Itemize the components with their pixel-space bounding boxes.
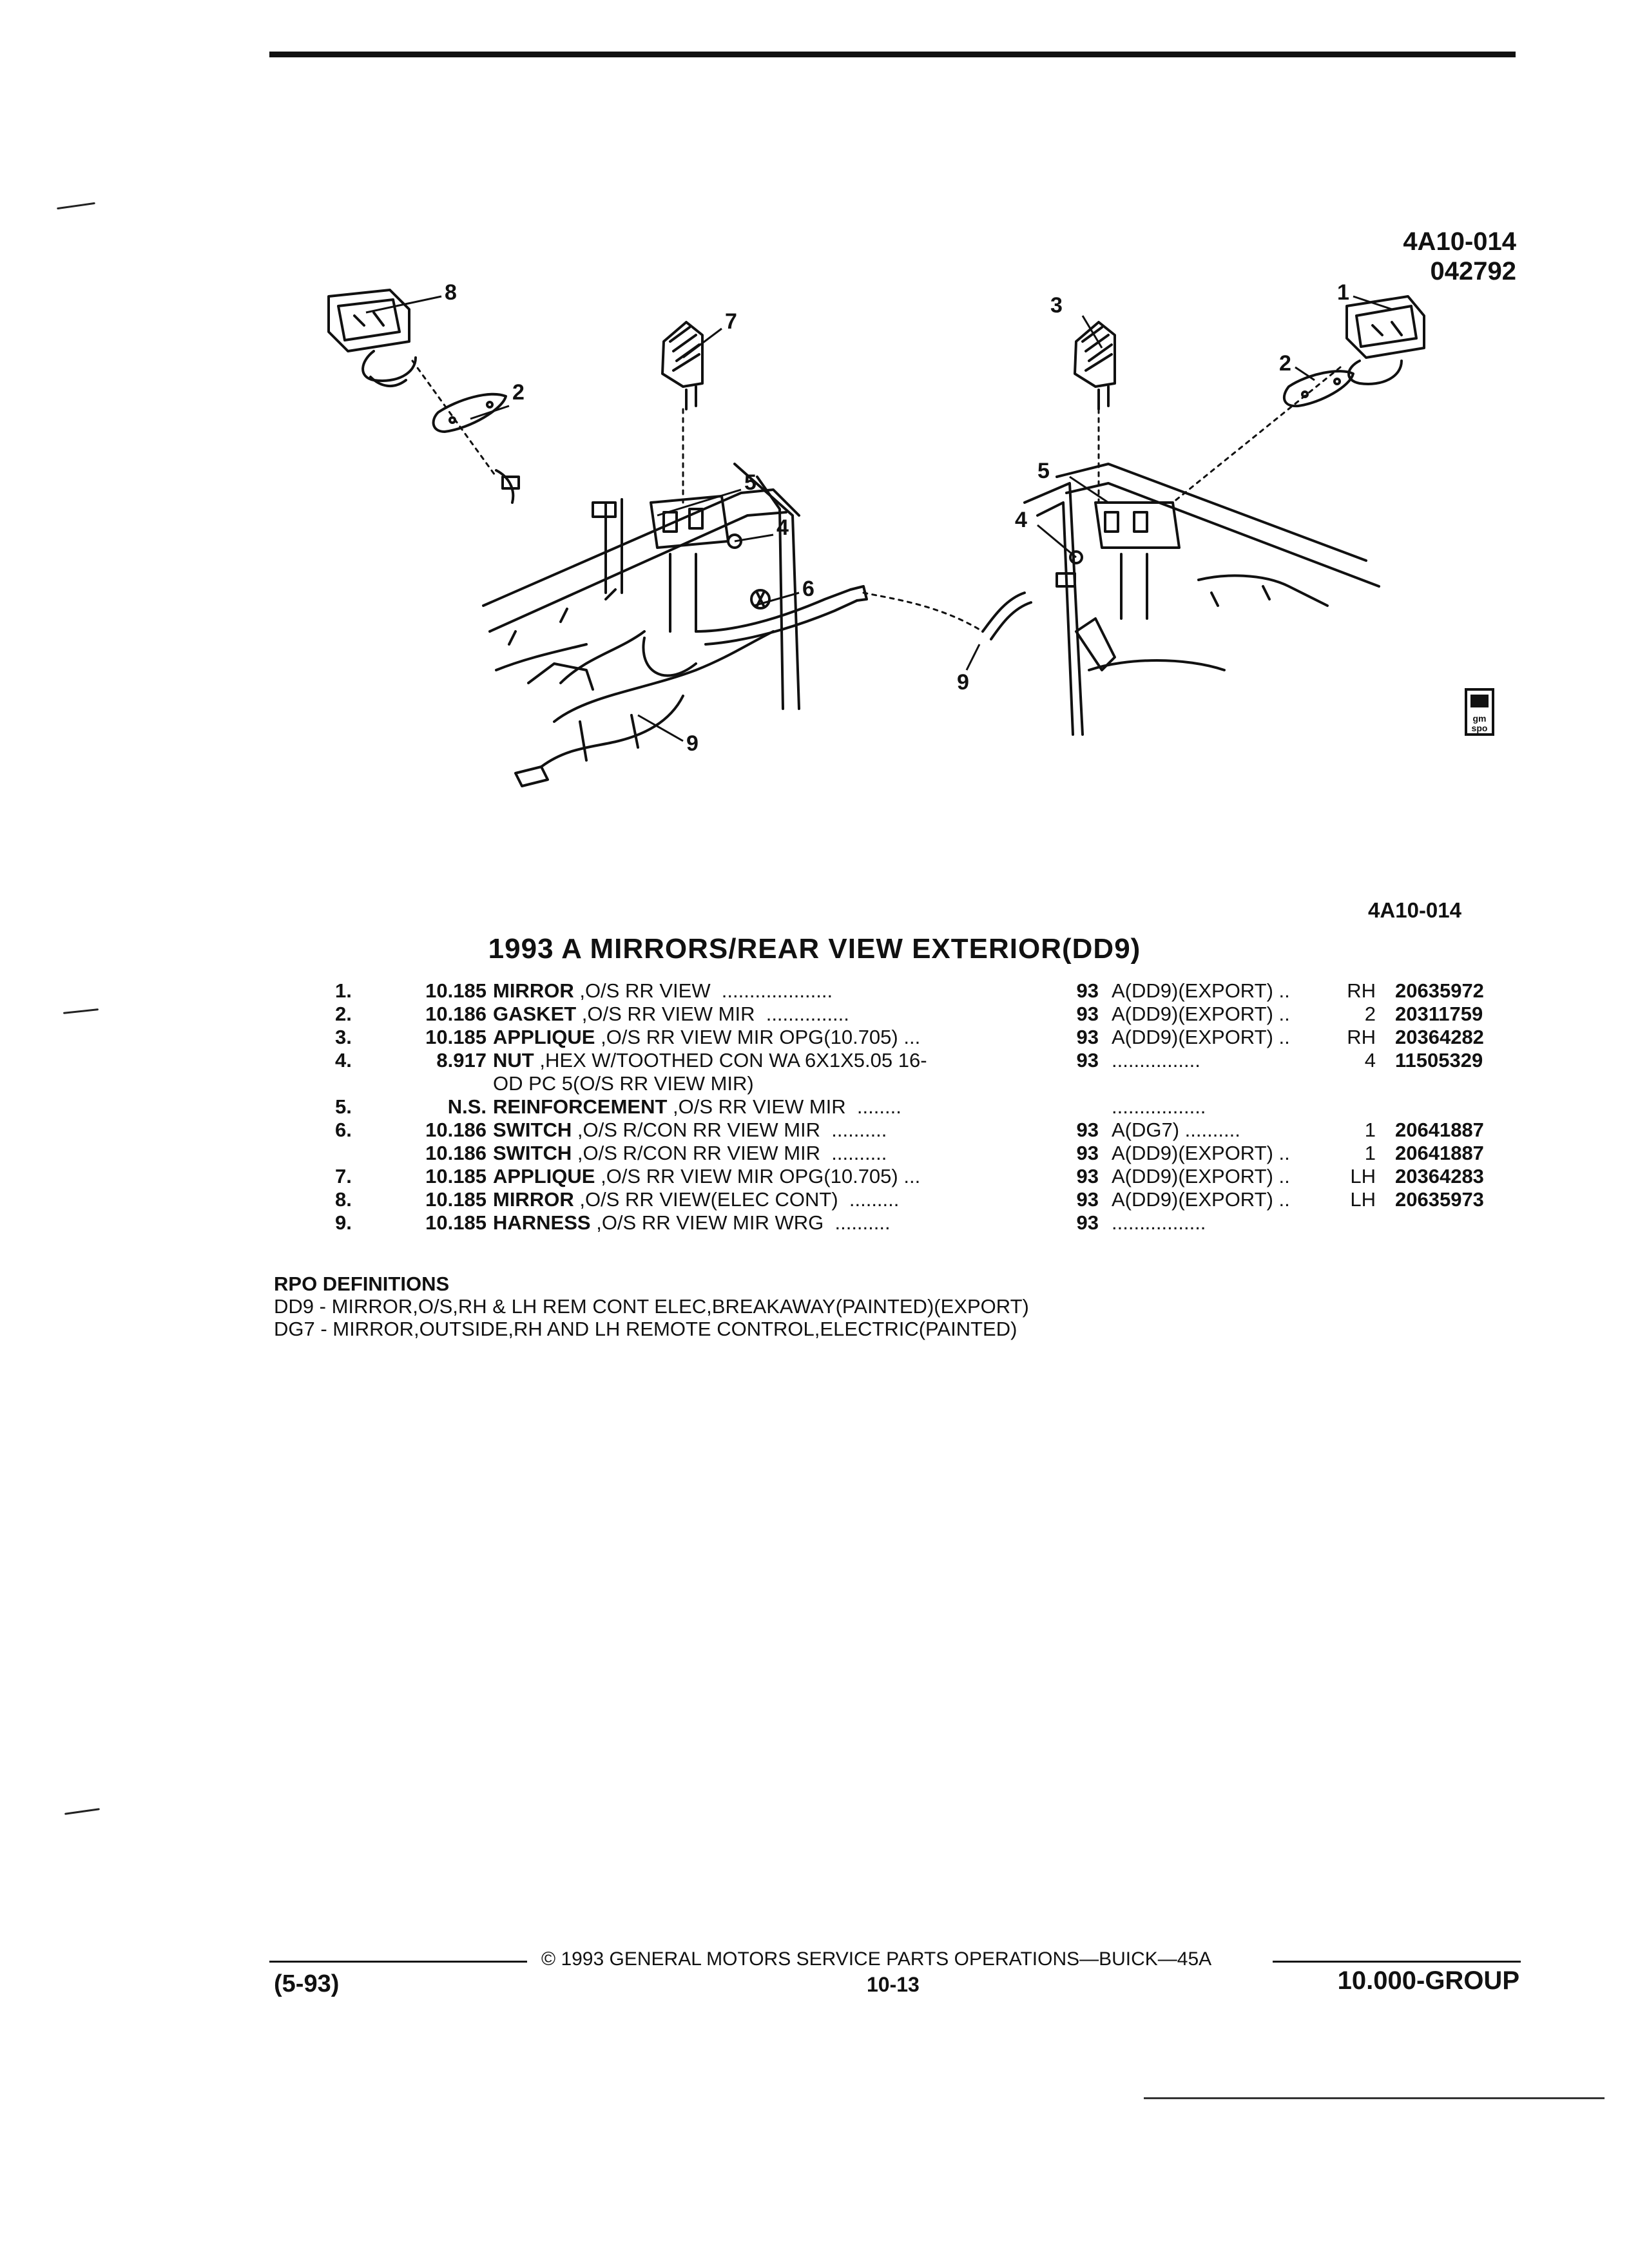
right-gasket-drawing bbox=[1284, 371, 1353, 406]
option-code: A(DD9)(EXPORT) .. bbox=[1112, 1165, 1290, 1187]
quantity: LH bbox=[1350, 1165, 1376, 1187]
left-gasket-drawing bbox=[434, 394, 506, 432]
part-number: 20311759 bbox=[1395, 1003, 1483, 1025]
item-number: 8. bbox=[335, 1188, 352, 1211]
section-title: 1993 A MIRRORS/REAR VIEW EXTERIOR(DD9) bbox=[488, 933, 1141, 965]
parts-row bbox=[0, 979, 1629, 1003]
callout-1: 1 bbox=[1337, 280, 1349, 305]
quantity: 2 bbox=[1364, 1003, 1376, 1025]
model-year: 93 bbox=[1076, 1049, 1099, 1072]
margin-mark bbox=[57, 202, 95, 209]
callout-5-right: 5 bbox=[1037, 459, 1050, 483]
footer-page-number: 10-13 bbox=[867, 1973, 920, 1996]
part-description bbox=[493, 1165, 920, 1188]
svg-text:gm: gm bbox=[1472, 713, 1487, 724]
option-code: A(DD9)(EXPORT) .. bbox=[1112, 1142, 1290, 1164]
parts-row bbox=[0, 1049, 1629, 1072]
item-number: 2. bbox=[335, 1003, 352, 1025]
part-detail: ,O/S RR VIEW MIR WRG .......... bbox=[590, 1211, 891, 1234]
option-code: ................. bbox=[1112, 1095, 1206, 1118]
option-code: ................ bbox=[1112, 1049, 1200, 1072]
footer-group: 10.000-GROUP bbox=[1337, 1966, 1519, 1995]
part-detail: ,O/S RR VIEW MIR OPG(10.705) ... bbox=[595, 1026, 921, 1048]
part-detail: OD PC 5(O/S RR VIEW MIR) bbox=[493, 1072, 754, 1095]
top-rule bbox=[269, 52, 1516, 57]
quantity: 1 bbox=[1364, 1119, 1376, 1141]
option-code: A(DG7) .......... bbox=[1112, 1119, 1240, 1141]
option-code: A(DD9)(EXPORT) .. bbox=[1112, 1003, 1290, 1025]
group-number: 10.185 bbox=[425, 1188, 487, 1211]
part-name: MIRROR bbox=[493, 1188, 574, 1211]
callout-9-right: 9 bbox=[957, 670, 969, 695]
part-description bbox=[493, 1026, 920, 1049]
item-number: 1. bbox=[335, 979, 352, 1002]
part-detail: ,O/S RR VIEW MIR ........ bbox=[667, 1095, 901, 1118]
part-name: REINFORCEMENT bbox=[493, 1095, 668, 1118]
rpo-definitions bbox=[274, 1273, 1029, 1340]
part-description bbox=[493, 1188, 899, 1211]
figure-date: 042792 bbox=[1430, 257, 1516, 285]
parts-row bbox=[0, 1026, 1629, 1049]
part-number: 11505329 bbox=[1395, 1049, 1483, 1072]
group-number: 10.186 bbox=[425, 1119, 487, 1141]
part-name: SWITCH bbox=[493, 1142, 572, 1164]
callout-3: 3 bbox=[1050, 293, 1063, 318]
svg-text:spo: spo bbox=[1471, 723, 1488, 733]
gm-spo-badge bbox=[1466, 689, 1493, 735]
part-name: NUT bbox=[493, 1049, 534, 1072]
group-number: 10.185 bbox=[425, 1211, 487, 1234]
part-description bbox=[493, 1095, 901, 1119]
callout-6: 6 bbox=[802, 577, 815, 601]
part-number: 20364283 bbox=[1395, 1165, 1484, 1187]
part-name: SWITCH bbox=[493, 1119, 572, 1141]
part-detail: ,O/S R/CON RR VIEW MIR .......... bbox=[572, 1119, 887, 1141]
quantity: RH bbox=[1347, 979, 1376, 1002]
group-number: 10.185 bbox=[425, 979, 487, 1002]
model-year: 93 bbox=[1076, 1142, 1099, 1164]
part-number: 20635972 bbox=[1395, 979, 1484, 1002]
figure-caption-id: 4A10-014 bbox=[1368, 898, 1461, 922]
part-name: APPLIQUE bbox=[493, 1026, 595, 1048]
part-description bbox=[493, 1211, 891, 1235]
part-description bbox=[493, 1072, 754, 1095]
part-description bbox=[493, 979, 833, 1003]
left-applique-drawing bbox=[662, 322, 702, 409]
group-number: 10.185 bbox=[425, 1026, 487, 1048]
parts-row bbox=[0, 1165, 1629, 1188]
part-description bbox=[493, 1049, 927, 1072]
part-number: 20641887 bbox=[1395, 1119, 1484, 1141]
rpo-def-dd9: DD9 - MIRROR,O/S,RH & LH REM CONT ELEC,BREAKAWAY(PAINTED)(EXPORT) bbox=[274, 1295, 1029, 1318]
model-year: 93 bbox=[1076, 1188, 1099, 1211]
item-number: 7. bbox=[335, 1165, 352, 1187]
copyright: © 1993 GENERAL MOTORS SERVICE PARTS OPERATIONS—BUICK—45A bbox=[541, 1948, 1212, 1970]
part-name: MIRROR bbox=[493, 979, 574, 1002]
part-description bbox=[493, 1119, 887, 1142]
rpo-heading: RPO DEFINITIONS bbox=[274, 1273, 450, 1295]
model-year: 93 bbox=[1076, 1003, 1099, 1025]
footer-rule-left bbox=[269, 1961, 527, 1963]
part-detail: ,O/S RR VIEW(ELEC CONT) ......... bbox=[574, 1188, 900, 1211]
group-number: 10.186 bbox=[425, 1142, 487, 1164]
callout-5-left: 5 bbox=[744, 470, 757, 495]
parts-row bbox=[0, 1095, 1629, 1119]
item-number: 4. bbox=[335, 1049, 352, 1072]
quantity: 4 bbox=[1364, 1049, 1376, 1072]
footer-date: (5-93) bbox=[274, 1970, 340, 1997]
callout-8: 8 bbox=[445, 280, 457, 305]
part-name: HARNESS bbox=[493, 1211, 591, 1234]
figure-id: 4A10-014 bbox=[1403, 227, 1516, 256]
part-detail: ,O/S RR VIEW MIR ............... bbox=[576, 1003, 849, 1025]
quantity: LH bbox=[1350, 1188, 1376, 1211]
part-detail: ,O/S RR VIEW MIR OPG(10.705) ... bbox=[595, 1165, 921, 1187]
rpo-def-dg7: DG7 - MIRROR,OUTSIDE,RH AND LH REMOTE CONTROL,ELECTRIC(PAINTED) bbox=[274, 1318, 1017, 1340]
group-number: N.S. bbox=[447, 1095, 487, 1118]
callout-2-right: 2 bbox=[1279, 351, 1291, 376]
option-code: A(DD9)(EXPORT) .. bbox=[1112, 1026, 1290, 1048]
part-number: 20641887 bbox=[1395, 1142, 1484, 1164]
option-code: A(DD9)(EXPORT) .. bbox=[1112, 1188, 1290, 1211]
parts-row bbox=[0, 1188, 1629, 1211]
option-code: ................. bbox=[1112, 1211, 1206, 1234]
parts-row bbox=[0, 1142, 1629, 1165]
part-description bbox=[493, 1003, 849, 1026]
model-year: 93 bbox=[1076, 1026, 1099, 1048]
item-number: 3. bbox=[335, 1026, 352, 1048]
group-number: 10.185 bbox=[425, 1165, 487, 1187]
parts-row bbox=[0, 1003, 1629, 1026]
exploded-view-diagram bbox=[284, 271, 1508, 863]
parts-row bbox=[0, 1211, 1629, 1235]
part-detail: ,O/S RR VIEW .................... bbox=[574, 979, 833, 1002]
quantity: 1 bbox=[1364, 1142, 1376, 1164]
parts-row bbox=[0, 1072, 1629, 1095]
model-year: 93 bbox=[1076, 979, 1099, 1002]
margin-mark bbox=[64, 1808, 100, 1815]
quantity: RH bbox=[1347, 1026, 1376, 1048]
part-detail: ,HEX W/TOOTHED CON WA 6X1X5.05 16- bbox=[534, 1049, 927, 1072]
callout-7: 7 bbox=[725, 309, 737, 334]
part-number: 20364282 bbox=[1395, 1026, 1484, 1048]
model-year: 93 bbox=[1076, 1119, 1099, 1141]
part-name: APPLIQUE bbox=[493, 1165, 595, 1187]
right-mirror-drawing bbox=[1347, 296, 1424, 384]
item-number: 5. bbox=[335, 1095, 352, 1118]
footer-rule-right bbox=[1273, 1961, 1521, 1963]
model-year: 93 bbox=[1076, 1165, 1099, 1187]
group-number: 10.186 bbox=[425, 1003, 487, 1025]
group-number: 8.917 bbox=[436, 1049, 487, 1072]
callout-2-left: 2 bbox=[512, 380, 525, 405]
part-detail: ,O/S R/CON RR VIEW MIR .......... bbox=[572, 1142, 887, 1164]
part-number: 20635973 bbox=[1395, 1188, 1484, 1211]
item-number: 6. bbox=[335, 1119, 352, 1141]
callout-4-right: 4 bbox=[1015, 508, 1027, 532]
part-name: GASKET bbox=[493, 1003, 577, 1025]
callout-4-left: 4 bbox=[776, 515, 789, 540]
option-code: A(DD9)(EXPORT) .. bbox=[1112, 979, 1290, 1002]
part-description bbox=[493, 1142, 887, 1165]
bottom-rule bbox=[1144, 2097, 1605, 2099]
parts-row bbox=[0, 1119, 1629, 1142]
callout-9-left: 9 bbox=[686, 731, 699, 756]
model-year: 93 bbox=[1076, 1211, 1099, 1234]
left-door-drawing bbox=[483, 464, 867, 786]
connecting-harness-dashes bbox=[412, 361, 1340, 631]
right-door-drawing bbox=[983, 464, 1379, 735]
item-number: 9. bbox=[335, 1211, 352, 1234]
